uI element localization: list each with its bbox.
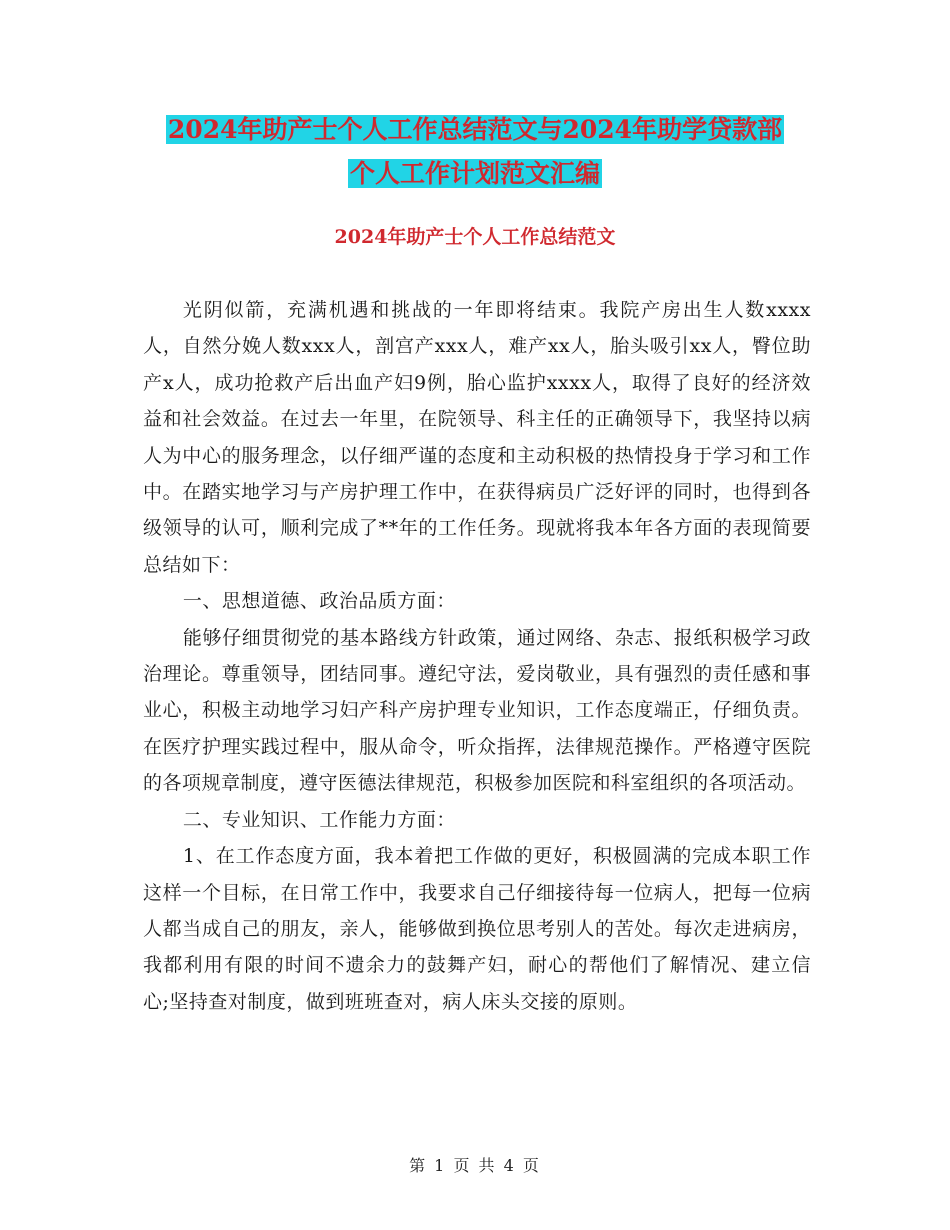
document-title: [140, 108, 810, 196]
page-footer: 第 1 页 共 4 页: [409, 1156, 541, 1175]
paragraph-intro: 光阴似箭，充满机遇和挑战的一年即将结束。我院产房出生人数xxxx人，自然分娩人数xxx人，剖宫产xxx人，难产xx人，胎头吸引xx人，臀位助产x人，成功抢救产后出血产妇9例，胎心监护xxxx人，取得了良好的经济效益和社会效益。在过去一年里，在院领导、科主任的正确领导下，我坚持以病人为中心的服务理念，以仔细严谨的态度和主动积极的热情投身于学习和工作中。在踏实地学习与产房护理工作中，在获得病员广泛好评的同时，也得到各级领导的认可，顺利完成了**年的工作任务。现就将我本年各方面的表现简要总结如下：: [143, 299, 811, 576]
document-body: [143, 292, 811, 1020]
paragraph-ideology: 能够仔细贯彻党的基本路线方针政策，通过网络、杂志、报纸积极学习政治理论。尊重领导，团结同事。遵纪守法，爱岗敬业，具有强烈的责任感和事业心，积极主动地学习妇产科产房护理专业知识，工作态度端正，仔细负责。在医疗护理实践过程中，服从命令，听众指挥，法律规范操作。严格遵守医院的各项规章制度，遵守医德法律规范，积极参加医院和科室组织的各项活动。: [143, 626, 811, 795]
document-title-line-2: 个人工作计划范文汇编: [349, 159, 600, 188]
heading-professional: 二、专业知识、工作能力方面：: [182, 808, 456, 831]
document-title-line-1: 2024年助产士个人工作总结范文与2024年助学贷款部: [167, 115, 783, 144]
heading-ideology: 一、思想道德、政治品质方面：: [182, 590, 456, 613]
paragraph-work-attitude: 1、在工作态度方面，我本着把工作做的更好，积极圆满的完成本职工作这样一个目标，在日常工作中，我要求自己仔细接待每一位病人，把每一位病人都当成自己的朋友，亲人，能够做到换位思考别人的苦处。每次走进病房，我都利用有限的时间不遗余力的鼓舞产妇，耐心的帮他们了解情况、建立信心;坚持查对制度，做到班班查对，病人床头交接的原则。: [143, 845, 811, 1013]
section-title: 2024年助产士个人工作总结范文: [334, 226, 616, 248]
